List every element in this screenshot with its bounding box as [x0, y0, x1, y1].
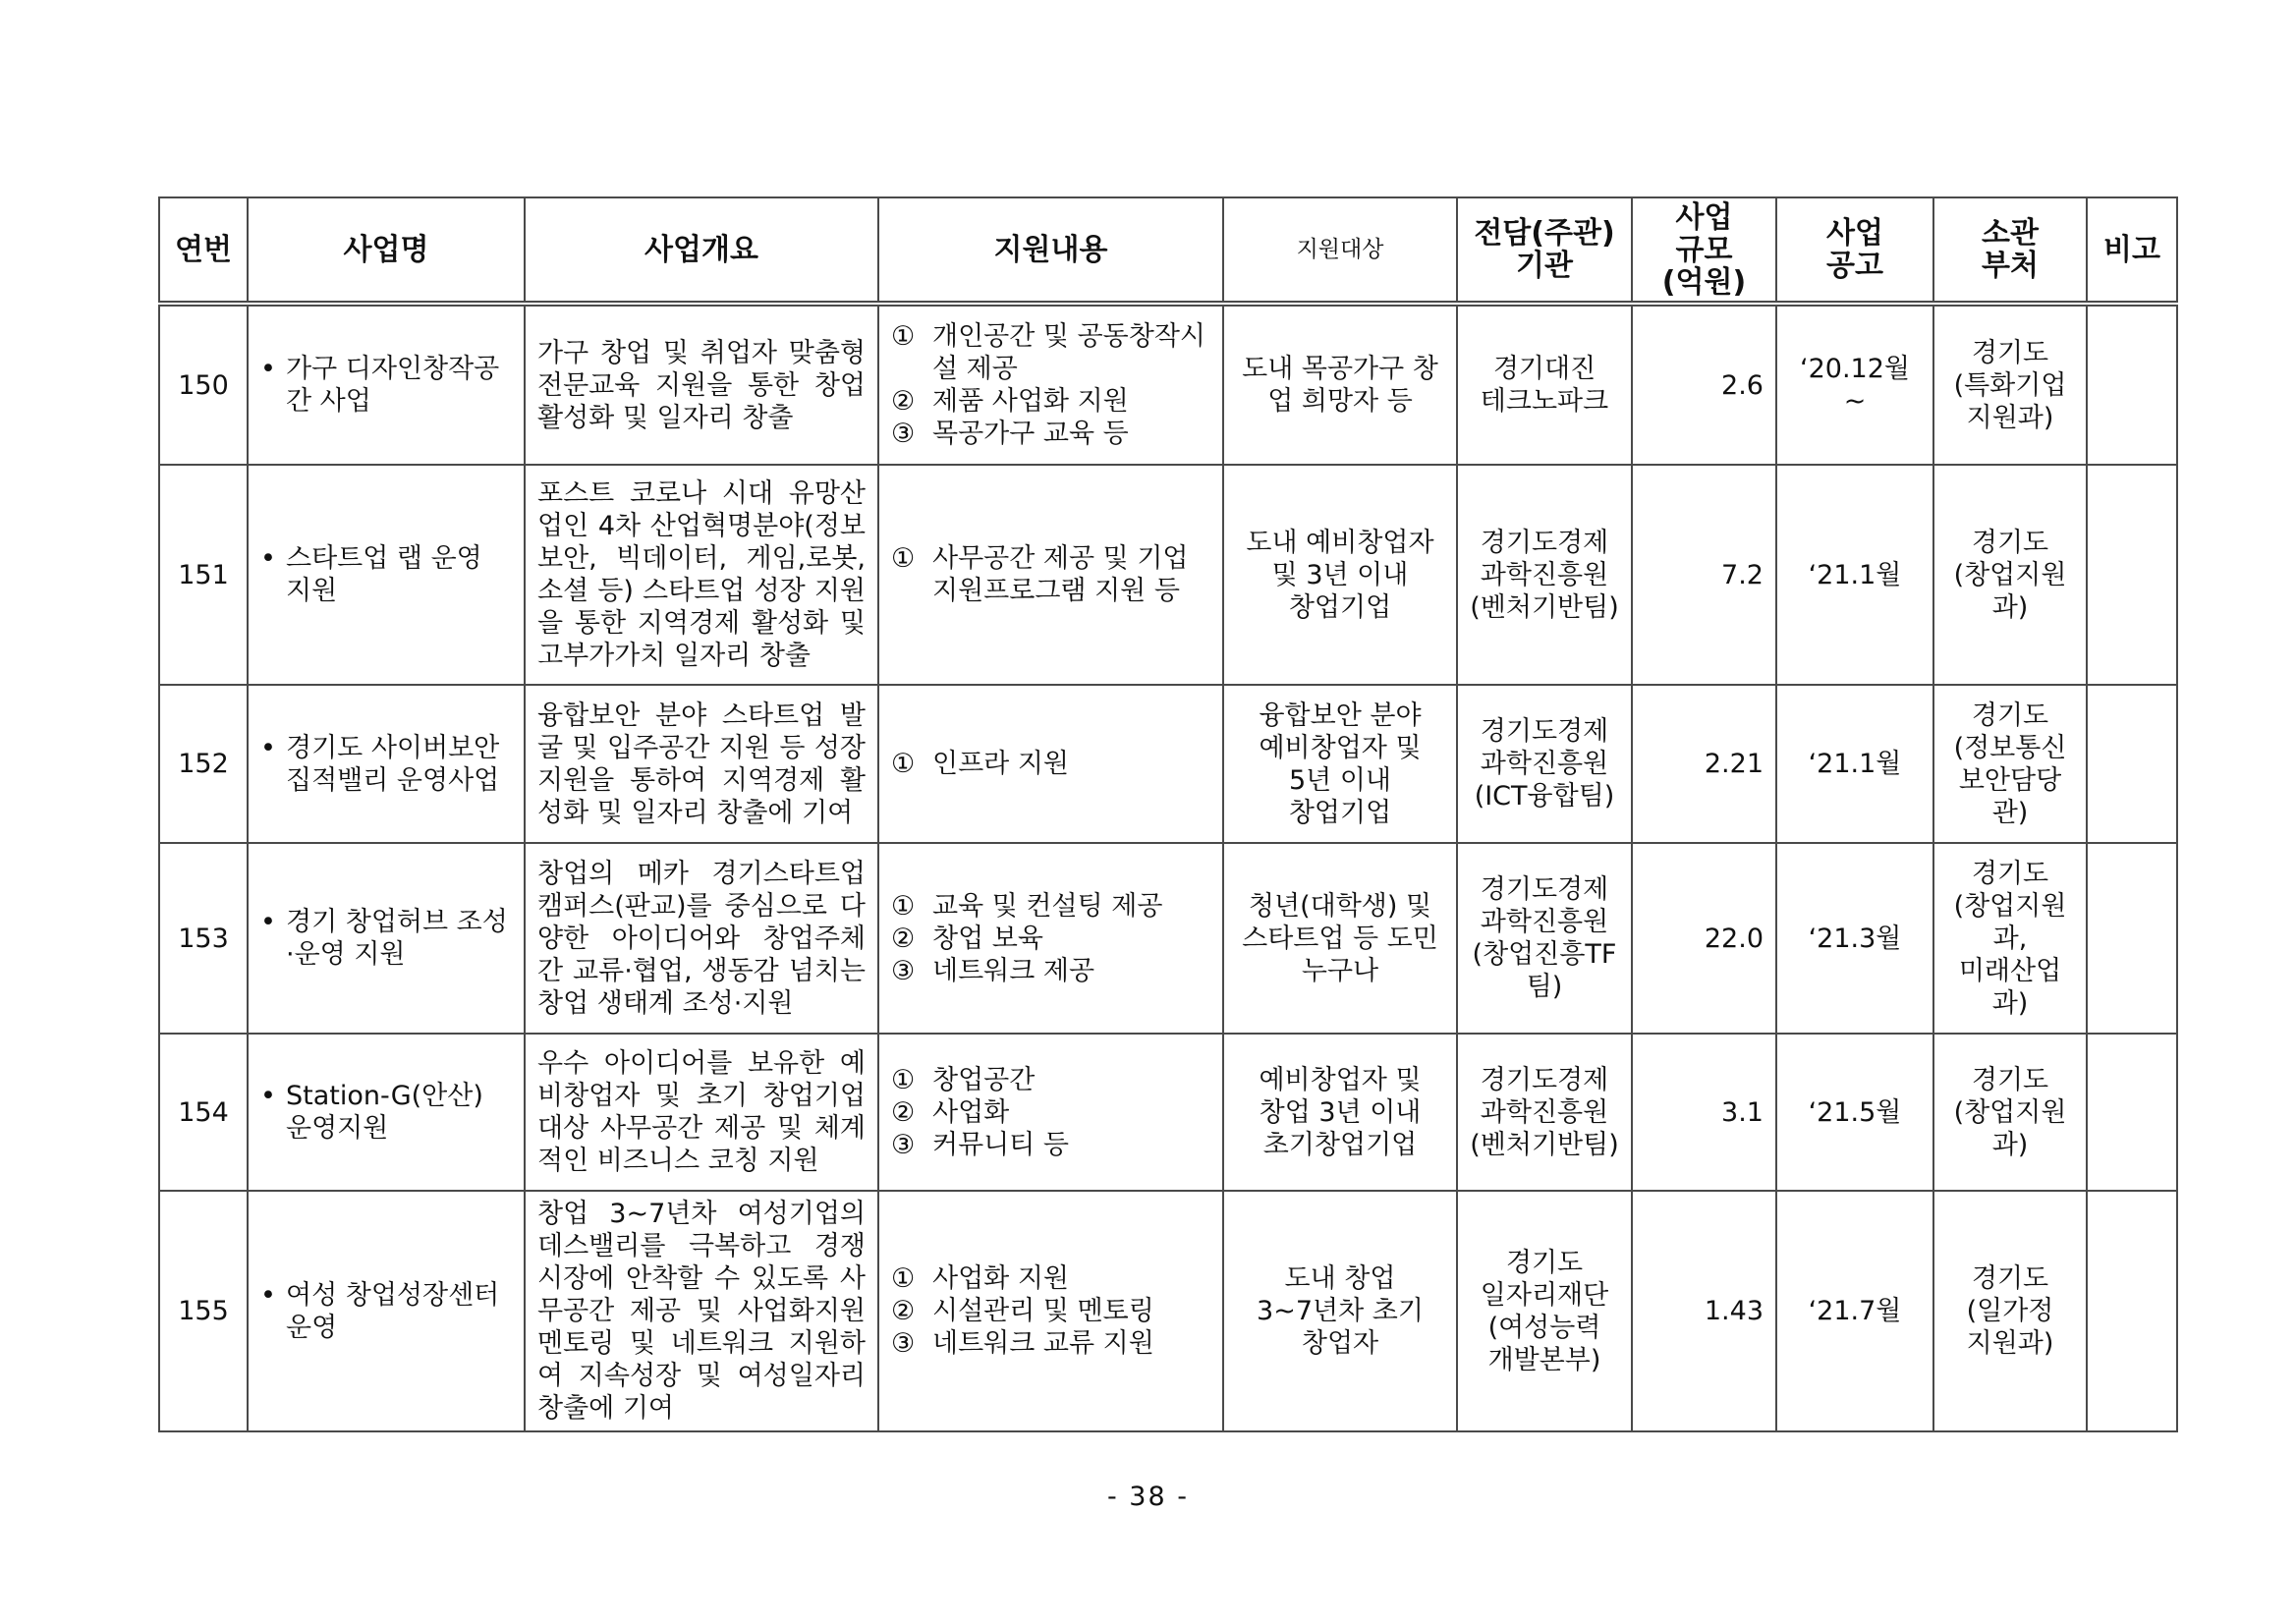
header-note: 비고 [2087, 197, 2177, 304]
support-content-item [891, 320, 1210, 385]
table-row [159, 465, 2177, 685]
item-number: ③ [891, 955, 916, 986]
responsible-department: 경기도 (특화기업 지원과) [1933, 304, 2087, 465]
support-content-cell [878, 685, 1223, 843]
support-content-item [891, 1096, 1210, 1129]
business-scale: 1.43 [1632, 1191, 1776, 1431]
support-content-item [891, 1064, 1210, 1096]
table-row [159, 1191, 2177, 1431]
item-number: ① [891, 749, 916, 779]
support-content-item [891, 418, 1210, 450]
bullet-icon: • [260, 1081, 276, 1111]
support-content-item [891, 923, 1210, 955]
responsible-department: 경기도 (창업지원과) [1933, 1034, 2087, 1191]
business-summary: 가구 창업 및 취업자 맞춤형 전문교육 지원을 통한 창업 활성화 및 일자리 창출 [525, 304, 878, 465]
item-number: ② [891, 386, 916, 417]
support-content-item [891, 542, 1210, 607]
bullet-icon: • [260, 543, 276, 574]
item-number: ③ [891, 1129, 916, 1160]
item-number: ① [891, 543, 916, 574]
support-target: 도내 목공가구 창업 희망자 등 [1223, 304, 1457, 465]
table-row [159, 1034, 2177, 1191]
row-number: 155 [159, 1191, 248, 1431]
business-name: 경기도 사이버보안 집적밸리 운영사업 [286, 732, 500, 796]
item-text: 네트워크 제공 [932, 955, 1095, 986]
bullet-icon: • [260, 907, 276, 937]
support-content-cell [878, 465, 1223, 685]
item-number: ① [891, 1263, 916, 1294]
support-target: 청년(대학생) 및 스타트업 등 도민 누구나 [1223, 843, 1457, 1034]
support-content-item [891, 1295, 1210, 1327]
item-number: ② [891, 1096, 916, 1128]
support-content-cell [878, 1191, 1223, 1431]
item-text: 인프라 지원 [932, 749, 1069, 779]
responsible-department: 경기도 (창업지원과) [1933, 465, 2087, 685]
business-notice: ‘21.1월 [1776, 685, 1933, 843]
item-number: ③ [891, 419, 916, 449]
item-text: 시설관리 및 멘토링 [932, 1296, 1154, 1326]
support-target: 예비창업자 및 창업 3년 이내 초기창업기업 [1223, 1034, 1457, 1191]
item-number: ① [891, 890, 916, 922]
header-agency: 전담(주관) 기관 [1457, 197, 1632, 304]
remarks [2087, 685, 2177, 843]
business-name-cell [248, 465, 525, 685]
header-dept: 소관 부처 [1933, 197, 2087, 304]
remarks [2087, 1191, 2177, 1431]
business-name: 스타트업 랩 운영 지원 [286, 543, 482, 606]
item-text: 창업 보육 [932, 923, 1043, 954]
business-notice: ‘21.7월 [1776, 1191, 1933, 1431]
support-content-item [891, 1262, 1210, 1295]
business-notice: ‘21.5월 [1776, 1034, 1933, 1191]
bullet-icon: • [260, 1279, 276, 1311]
support-content-item [891, 385, 1210, 418]
remarks [2087, 843, 2177, 1034]
business-notice: ‘20.12월~ [1776, 304, 1933, 465]
header-content: 지원내용 [878, 197, 1223, 304]
table-row [159, 843, 2177, 1034]
support-content-cell [878, 843, 1223, 1034]
row-number: 152 [159, 685, 248, 843]
support-target: 융합보안 분야 예비창업자 및 5년 이내 창업기업 [1223, 685, 1457, 843]
business-summary: 우수 아이디어를 보유한 예비창업자 및 초기 창업기업 대상 사무공간 제공 및 체계적인 비즈니스 코칭 지원 [525, 1034, 878, 1191]
business-scale: 3.1 [1632, 1034, 1776, 1191]
remarks [2087, 465, 2177, 685]
business-name: 여성 창업성장센터 운영 [286, 1279, 500, 1343]
business-summary: 창업 3~7년차 여성기업의 데스밸리를 극복하고 경쟁 시장에 안착할 수 있도록 사무공간 제공 및 사업화지원 멘토링 및 네트워크 지원하여 지속성장 및 여성일자리 창출에 기여 [525, 1191, 878, 1431]
remarks [2087, 304, 2177, 465]
business-table [158, 196, 2178, 1432]
item-number: ② [891, 1296, 916, 1326]
business-scale: 2.6 [1632, 304, 1776, 465]
business-name-cell [248, 843, 525, 1034]
item-number: ① [891, 321, 916, 352]
header-target: 지원대상 [1223, 197, 1457, 304]
business-name-cell [248, 1034, 525, 1191]
row-number: 153 [159, 843, 248, 1034]
business-name: 가구 디자인창작공간 사업 [286, 354, 500, 417]
managing-agency: 경기도경제 과학진흥원 (벤처기반팀) [1457, 1034, 1632, 1191]
managing-agency: 경기도경제 과학진흥원 (ICT융합팀) [1457, 685, 1632, 843]
business-scale: 7.2 [1632, 465, 1776, 685]
item-text: 사무공간 제공 및 기업 지원프로그램 지원 등 [932, 543, 1189, 606]
business-scale: 22.0 [1632, 843, 1776, 1034]
table-row [159, 685, 2177, 843]
header-summary: 사업개요 [525, 197, 878, 304]
item-text: 사업화 [932, 1096, 1010, 1128]
business-name-cell [248, 304, 525, 465]
business-name-cell [248, 1191, 525, 1431]
item-number: ③ [891, 1328, 916, 1359]
support-content-item [891, 955, 1210, 987]
row-number: 151 [159, 465, 248, 685]
row-number: 150 [159, 304, 248, 465]
business-name: Station-G(안산) 운영지원 [286, 1081, 483, 1144]
item-text: 개인공간 및 공동창작시설 제공 [932, 321, 1205, 384]
item-text: 목공가구 교육 등 [932, 419, 1129, 449]
managing-agency: 경기도 일자리재단 (여성능력 개발본부) [1457, 1191, 1632, 1431]
business-summary: 창업의 메카 경기스타트업 캠퍼스(판교)를 중심으로 다양한 아이디어와 창업주체 간 교류·협업, 생동감 넘치는 창업 생태계 조성·지원 [525, 843, 878, 1034]
page-number: - 38 - [1106, 1482, 1189, 1512]
remarks [2087, 1034, 2177, 1191]
responsible-department: 경기도 (일가정 지원과) [1933, 1191, 2087, 1431]
item-text: 창업공간 [932, 1064, 1036, 1095]
header-notice: 사업 공고 [1776, 197, 1933, 304]
header-no: 연번 [159, 197, 248, 304]
support-content-item [891, 1129, 1210, 1161]
business-name: 경기 창업허브 조성·운영 지원 [286, 907, 508, 970]
support-content-cell [878, 1034, 1223, 1191]
responsible-department: 경기도 (창업지원과, 미래산업과) [1933, 843, 2087, 1034]
managing-agency: 경기도경제 과학진흥원 (벤처기반팀) [1457, 465, 1632, 685]
table-row [159, 304, 2177, 465]
support-content-item [891, 748, 1210, 780]
item-text: 교육 및 컨설팅 제공 [932, 890, 1163, 922]
responsible-department: 경기도 (정보통신 보안담당관) [1933, 685, 2087, 843]
managing-agency: 경기대진 테크노파크 [1457, 304, 1632, 465]
support-content-item [891, 890, 1210, 923]
item-text: 사업화 지원 [932, 1263, 1069, 1294]
business-notice: ‘21.3월 [1776, 843, 1933, 1034]
row-number: 154 [159, 1034, 248, 1191]
business-summary: 포스트 코로나 시대 유망산업인 4차 산업혁명분야(정보보안, 빅데이터, 게임,로봇, 소셜 등) 스타트업 성장 지원을 통한 지역경제 활성화 및 고부가가치 일자리 창출 [525, 465, 878, 685]
support-target: 도내 예비창업자 및 3년 이내 창업기업 [1223, 465, 1457, 685]
support-content-cell [878, 304, 1223, 465]
bullet-icon: • [260, 732, 276, 763]
item-text: 커뮤니티 등 [932, 1129, 1069, 1160]
bullet-icon: • [260, 354, 276, 384]
item-number: ② [891, 923, 916, 954]
business-name-cell [248, 685, 525, 843]
header-scale: 사업 규모 (억원) [1632, 197, 1776, 304]
support-content-item [891, 1327, 1210, 1360]
header-row [159, 197, 2177, 304]
header-name: 사업명 [248, 197, 525, 304]
item-number: ① [891, 1064, 916, 1095]
business-scale: 2.21 [1632, 685, 1776, 843]
support-target: 도내 창업 3~7년차 초기 창업자 [1223, 1191, 1457, 1431]
item-text: 네트워크 교류 지원 [932, 1328, 1154, 1359]
business-notice: ‘21.1월 [1776, 465, 1933, 685]
item-text: 제품 사업화 지원 [932, 386, 1129, 417]
managing-agency: 경기도경제 과학진흥원 (창업진흥TF팀) [1457, 843, 1632, 1034]
business-summary: 융합보안 분야 스타트업 발굴 및 입주공간 지원 등 성장 지원을 통하여 지역경제 활성화 및 일자리 창출에 기여 [525, 685, 878, 843]
